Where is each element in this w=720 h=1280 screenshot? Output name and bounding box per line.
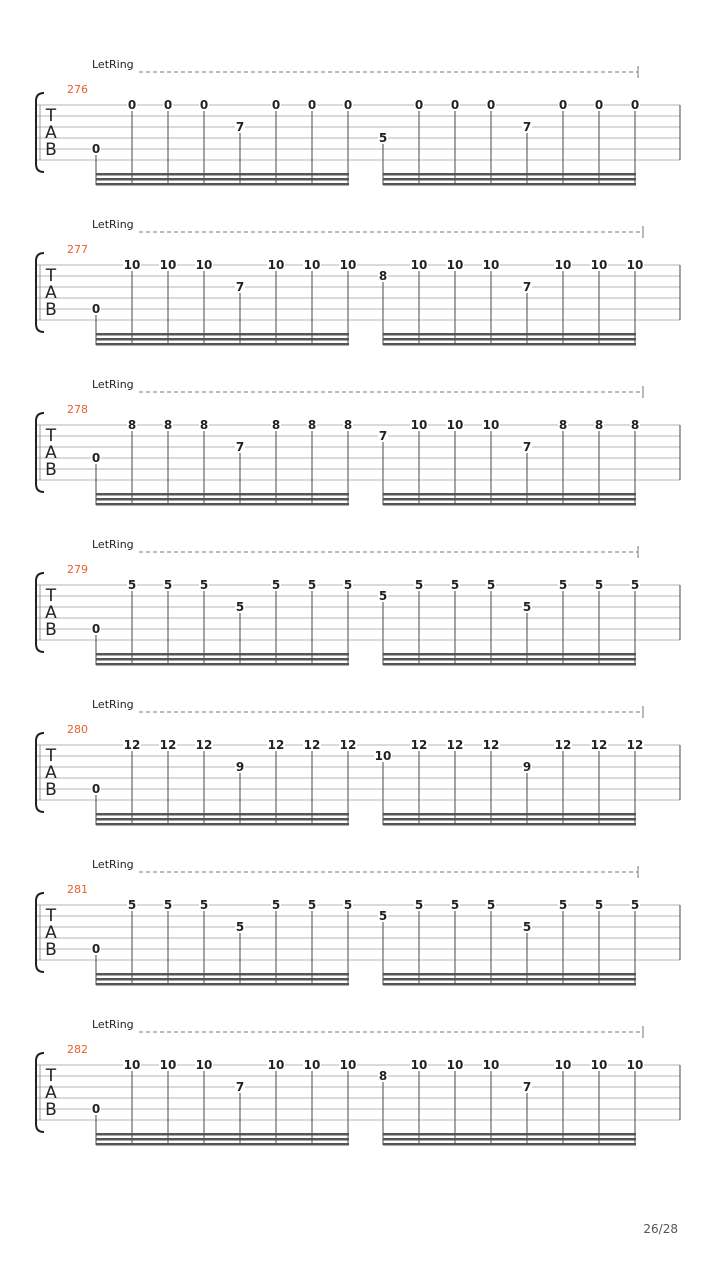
- fret-number: 0: [486, 98, 496, 112]
- let-ring-label: LetRing: [92, 858, 134, 871]
- fret-number: 0: [343, 98, 353, 112]
- fret-number: 10: [339, 1058, 357, 1072]
- fret-number: 0: [91, 142, 101, 156]
- tab-clef-letter: T: [45, 746, 57, 766]
- fret-number: 0: [91, 451, 101, 465]
- fret-number: 5: [307, 578, 317, 592]
- fret-number: 10: [410, 418, 428, 432]
- beam: [383, 823, 636, 826]
- fret-number: 0: [91, 302, 101, 316]
- beam: [96, 178, 349, 181]
- fret-number: 0: [91, 1102, 101, 1116]
- fret-number: 5: [163, 578, 173, 592]
- fret-number: 10: [446, 418, 464, 432]
- tab-clef-letter: B: [45, 460, 57, 480]
- fret-number: 5: [235, 920, 245, 934]
- fret-number: 10: [267, 258, 285, 272]
- beam: [383, 978, 636, 981]
- fret-number: 0: [91, 622, 101, 636]
- tab-clef-letter: T: [45, 266, 57, 286]
- tab-clef-letter: A: [45, 283, 57, 303]
- beam: [96, 813, 349, 816]
- beam: [383, 498, 636, 501]
- fret-number: 10: [482, 418, 500, 432]
- tab-clef-letter: B: [45, 620, 57, 640]
- beam: [383, 333, 636, 336]
- fret-number: 5: [594, 578, 604, 592]
- tab-system: [36, 58, 680, 186]
- fret-number: 10: [626, 1058, 644, 1072]
- fret-number: 8: [378, 269, 388, 283]
- fret-number: 7: [378, 429, 388, 443]
- fret-number: 10: [446, 1058, 464, 1072]
- beam: [383, 493, 636, 496]
- fret-number: 7: [235, 1080, 245, 1094]
- fret-number: 12: [195, 738, 213, 752]
- fret-number: 5: [163, 898, 173, 912]
- fret-number: 12: [410, 738, 428, 752]
- tab-system: [36, 1018, 680, 1146]
- fret-number: 10: [123, 1058, 141, 1072]
- let-ring-label: LetRing: [92, 538, 134, 551]
- beam: [96, 658, 349, 661]
- fret-number: 12: [482, 738, 500, 752]
- beam: [383, 973, 636, 976]
- fret-number: 0: [199, 98, 209, 112]
- measure-number: 277: [67, 243, 88, 256]
- fret-number: 5: [414, 898, 424, 912]
- fret-number: 8: [594, 418, 604, 432]
- fret-number: 8: [163, 418, 173, 432]
- tab-clef-letter: A: [45, 763, 57, 783]
- fret-number: 12: [554, 738, 572, 752]
- fret-number: 10: [374, 749, 392, 763]
- fret-number: 0: [558, 98, 568, 112]
- beam: [96, 338, 349, 341]
- fret-number: 7: [522, 280, 532, 294]
- fret-number: 8: [271, 418, 281, 432]
- let-ring-label: LetRing: [92, 1018, 134, 1031]
- beam: [383, 1133, 636, 1136]
- fret-number: 5: [450, 578, 460, 592]
- fret-number: 5: [378, 589, 388, 603]
- beam: [96, 173, 349, 176]
- measure-number: 278: [67, 403, 88, 416]
- measure-number: 281: [67, 883, 88, 896]
- beam: [383, 178, 636, 181]
- fret-number: 5: [486, 898, 496, 912]
- beam: [96, 973, 349, 976]
- tab-clef-letter: B: [45, 300, 57, 320]
- fret-number: 7: [522, 120, 532, 134]
- fret-number: 10: [195, 1058, 213, 1072]
- fret-number: 0: [307, 98, 317, 112]
- beam: [383, 183, 636, 186]
- fret-number: 8: [630, 418, 640, 432]
- beam: [96, 333, 349, 336]
- tab-clef-letter: A: [45, 443, 57, 463]
- fret-number: 5: [450, 898, 460, 912]
- fret-number: 10: [410, 258, 428, 272]
- fret-number: 8: [343, 418, 353, 432]
- fret-number: 9: [235, 760, 245, 774]
- beam: [383, 658, 636, 661]
- fret-number: 5: [127, 578, 137, 592]
- fret-number: 0: [630, 98, 640, 112]
- tab-clef-letter: B: [45, 940, 57, 960]
- fret-number: 8: [307, 418, 317, 432]
- fret-number: 5: [307, 898, 317, 912]
- measure-number: 280: [67, 723, 88, 736]
- beam: [96, 343, 349, 346]
- tab-clef-letter: T: [45, 106, 57, 126]
- fret-number: 7: [522, 440, 532, 454]
- fret-number: 7: [235, 280, 245, 294]
- fret-number: 5: [630, 578, 640, 592]
- fret-number: 0: [414, 98, 424, 112]
- beam: [96, 498, 349, 501]
- fret-number: 5: [630, 898, 640, 912]
- fret-number: 10: [482, 1058, 500, 1072]
- tab-clef-letter: A: [45, 603, 57, 623]
- beam: [383, 653, 636, 656]
- beam: [96, 818, 349, 821]
- fret-number: 10: [303, 1058, 321, 1072]
- fret-number: 0: [91, 942, 101, 956]
- beam: [96, 978, 349, 981]
- beam: [96, 983, 349, 986]
- let-ring-label: LetRing: [92, 378, 134, 391]
- measure-number: 282: [67, 1043, 88, 1056]
- beam: [383, 343, 636, 346]
- fret-number: 5: [199, 578, 209, 592]
- tab-clef-letter: T: [45, 586, 57, 606]
- fret-number: 5: [235, 600, 245, 614]
- fret-number: 5: [558, 898, 568, 912]
- measure-number: 276: [67, 83, 88, 96]
- fret-number: 12: [626, 738, 644, 752]
- fret-number: 7: [522, 1080, 532, 1094]
- tab-system: [36, 218, 680, 346]
- tab-clef-letter: A: [45, 123, 57, 143]
- tab-system: [36, 698, 680, 826]
- fret-number: 12: [123, 738, 141, 752]
- fret-number: 5: [343, 578, 353, 592]
- beam: [96, 183, 349, 186]
- beam: [383, 503, 636, 506]
- beam: [96, 1143, 349, 1146]
- beam: [383, 1138, 636, 1141]
- beam: [96, 503, 349, 506]
- beam: [96, 653, 349, 656]
- fret-number: 10: [303, 258, 321, 272]
- fret-number: 5: [522, 600, 532, 614]
- fret-number: 5: [486, 578, 496, 592]
- fret-number: 8: [558, 418, 568, 432]
- fret-number: 0: [127, 98, 137, 112]
- fret-number: 5: [199, 898, 209, 912]
- beam: [383, 813, 636, 816]
- fret-number: 0: [163, 98, 173, 112]
- tab-system: [36, 858, 680, 986]
- beam: [383, 1143, 636, 1146]
- fret-number: 10: [159, 1058, 177, 1072]
- fret-number: 10: [267, 1058, 285, 1072]
- let-ring-label: LetRing: [92, 58, 134, 71]
- beam: [96, 823, 349, 826]
- fret-number: 12: [590, 738, 608, 752]
- beam: [96, 663, 349, 666]
- beam: [383, 663, 636, 666]
- fret-number: 10: [554, 258, 572, 272]
- fret-number: 10: [590, 258, 608, 272]
- fret-number: 12: [159, 738, 177, 752]
- beam: [383, 983, 636, 986]
- fret-number: 12: [446, 738, 464, 752]
- fret-number: 5: [343, 898, 353, 912]
- fret-number: 10: [626, 258, 644, 272]
- beam: [96, 493, 349, 496]
- fret-number: 5: [594, 898, 604, 912]
- tab-clef-letter: B: [45, 780, 57, 800]
- fret-number: 10: [195, 258, 213, 272]
- fret-number: 0: [91, 782, 101, 796]
- beam: [383, 818, 636, 821]
- tab-clef-letter: T: [45, 1066, 57, 1086]
- fret-number: 5: [127, 898, 137, 912]
- tab-system: [36, 538, 680, 666]
- fret-number: 10: [159, 258, 177, 272]
- tab-clef-letter: A: [45, 923, 57, 943]
- tab-clef-letter: T: [45, 426, 57, 446]
- tab-clef-letter: B: [45, 1100, 57, 1120]
- beam: [383, 338, 636, 341]
- fret-number: 7: [235, 120, 245, 134]
- fret-number: 8: [127, 418, 137, 432]
- beam: [96, 1133, 349, 1136]
- fret-number: 10: [554, 1058, 572, 1072]
- fret-number: 12: [303, 738, 321, 752]
- fret-number: 12: [339, 738, 357, 752]
- fret-number: 10: [446, 258, 464, 272]
- beam: [96, 1138, 349, 1141]
- fret-number: 5: [558, 578, 568, 592]
- fret-number: 5: [378, 909, 388, 923]
- fret-number: 0: [450, 98, 460, 112]
- fret-number: 5: [414, 578, 424, 592]
- tab-clef-letter: T: [45, 906, 57, 926]
- fret-number: 10: [123, 258, 141, 272]
- fret-number: 7: [235, 440, 245, 454]
- fret-number: 5: [378, 131, 388, 145]
- tab-system: [36, 378, 680, 506]
- fret-number: 10: [410, 1058, 428, 1072]
- fret-number: 5: [271, 898, 281, 912]
- measure-number: 279: [67, 563, 88, 576]
- tab-clef-letter: A: [45, 1083, 57, 1103]
- fret-number: 9: [522, 760, 532, 774]
- let-ring-label: LetRing: [92, 698, 134, 711]
- beam: [383, 173, 636, 176]
- fret-number: 0: [594, 98, 604, 112]
- fret-number: 8: [199, 418, 209, 432]
- let-ring-label: LetRing: [92, 218, 134, 231]
- fret-number: 10: [482, 258, 500, 272]
- fret-number: 10: [590, 1058, 608, 1072]
- fret-number: 5: [271, 578, 281, 592]
- fret-number: 12: [267, 738, 285, 752]
- page-number: 26/28: [643, 1222, 678, 1236]
- fret-number: 5: [522, 920, 532, 934]
- fret-number: 10: [339, 258, 357, 272]
- fret-number: 8: [378, 1069, 388, 1083]
- tab-clef-letter: B: [45, 140, 57, 160]
- fret-number: 0: [271, 98, 281, 112]
